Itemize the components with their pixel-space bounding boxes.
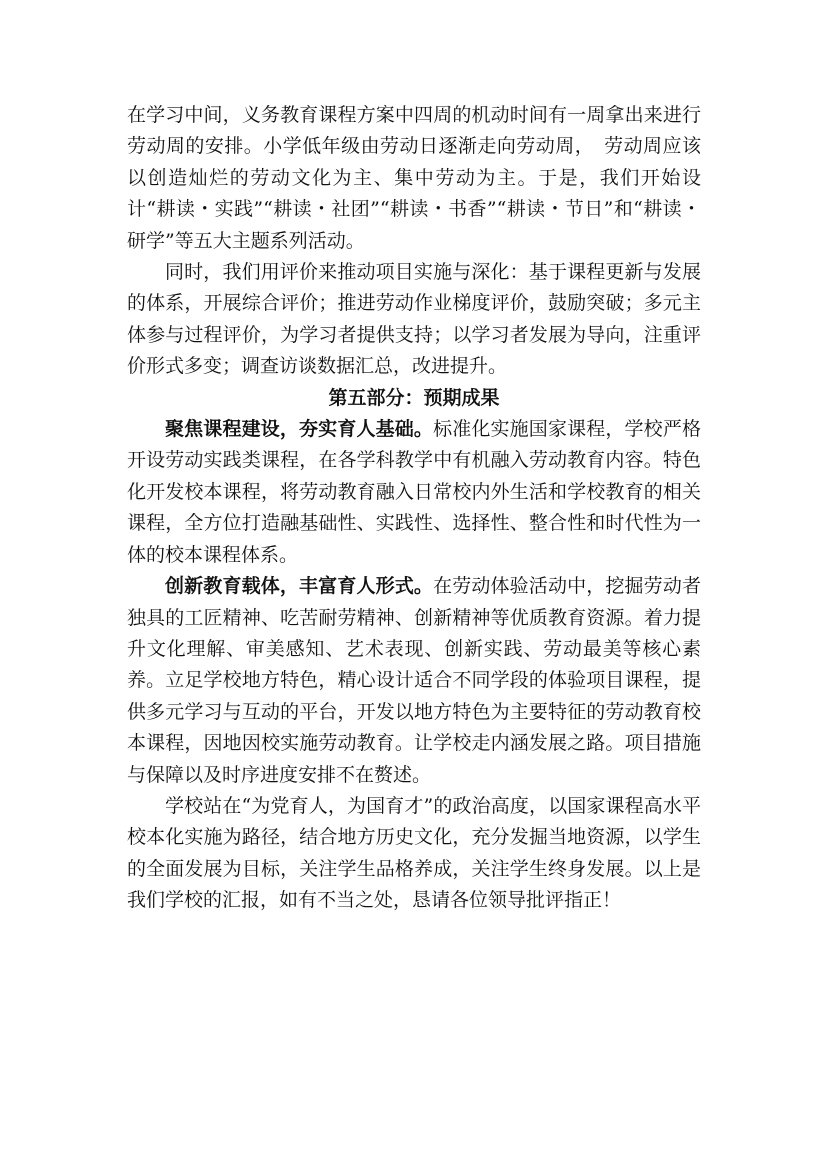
paragraph-labor-week: 在学习中间，义务教育课程方案中四周的机动时间有一周拿出来进行劳动周的安排。小学低年级由劳动日逐渐走向劳动周， 劳动周应该以创造灿烂的劳动文化为主、集中劳动为主。于是，我们开始设计“耕读・实践”“耕读・社团”“耕读・书香”“耕读・节日”和“耕读・研学”等五大主题系列活动。 bbox=[127, 104, 701, 252]
paragraph-lead-curriculum: 聚焦课程建设，夯实育人基础。 bbox=[165, 418, 434, 441]
paragraph-curriculum-building bbox=[127, 414, 701, 571]
paragraph-lead-carrier: 创新教育载体，丰富育人形式。 bbox=[165, 575, 434, 598]
paragraph-body-curriculum: 标准化实施国家课程，学校严格开设劳动实践类课程，在各学科教学中有机融入劳动教育内容。特色化开发校本课程，将劳动教育融入日常校内外生活和学校教育的相关课程，全方位打造融基础性、实践性、选择性、整合性和时代性为一体的校本课程体系。 bbox=[127, 418, 701, 566]
paragraph-body-carrier: 在劳动体验活动中，挖掘劳动者独具的工匠精神、吃苦耐劳精神、创新精神等优质教育资源。着力提升文化理解、审美感知、艺术表现、创新实践、劳动最美等核心素养。立足学校地方特色，精心设计适合不同学段的体验项目课程，提供多元学习与互动的平台，开发以地方特色为主要特征的劳动教育校本课程，因地因校实施劳动教育。让学校走内涵发展之路。项目措施与保障以及时序进度安排不在赘述。 bbox=[127, 575, 701, 786]
document-page bbox=[127, 100, 701, 917]
section-heading-expected-results: 第五部分：预期成果 bbox=[328, 386, 500, 409]
paragraph-education-carrier bbox=[127, 571, 701, 791]
paragraph-conclusion: 学校站在“为党育人，为国育才”的政治高度，以国家课程高水平校本化实施为路径，结合地方历史文化，充分发掘当地资源，以学生的全面发展为目标，关注学生品格养成，关注学生终身发展。以上是我们学校的汇报，如有不当之处，恳请各位领导批评指正！ bbox=[127, 794, 701, 912]
paragraph-evaluation: 同时，我们用评价来推动项目实施与深化：基于课程更新与发展的体系，开展综合评价；推进劳动作业梯度评价，鼓励突破；多元主体参与过程评价，为学习者提供支持；以学习者发展为导向，注重评价形式多变；调查访谈数据汇总，改进提升。 bbox=[127, 261, 701, 378]
